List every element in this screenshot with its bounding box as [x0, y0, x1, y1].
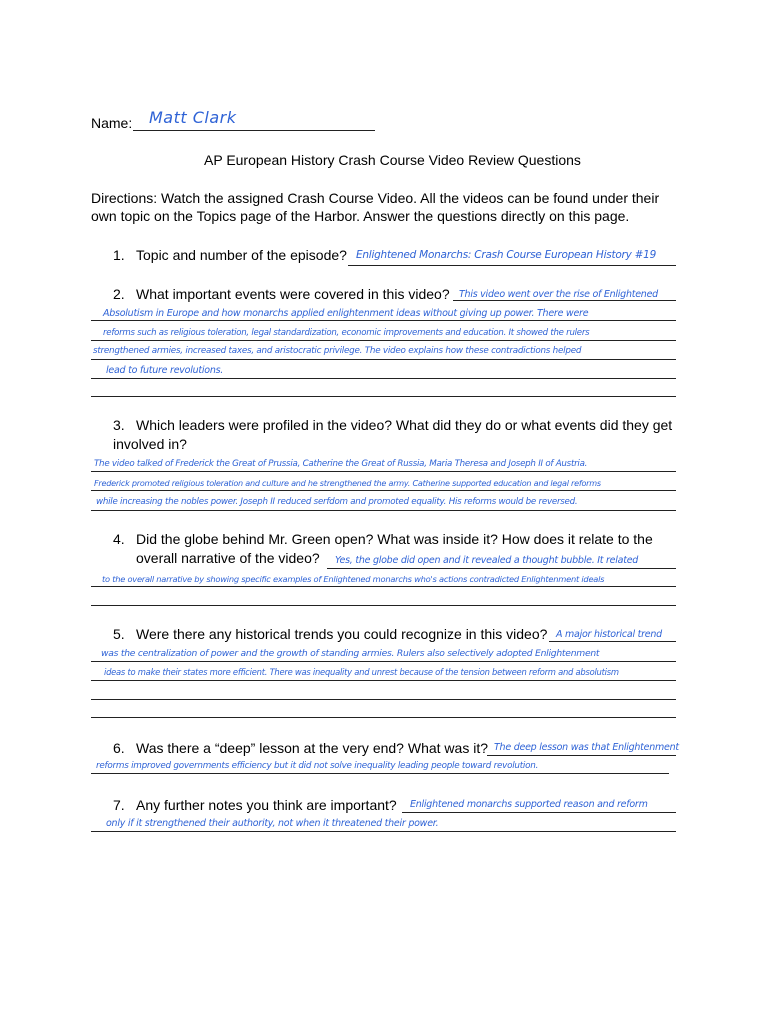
answer-line — [91, 490, 676, 491]
answer-line — [91, 359, 676, 360]
answer-line — [91, 717, 676, 718]
question-5-number: 5. — [113, 626, 125, 642]
question-4-text-line-2: overall narrative of the video? — [136, 550, 320, 566]
question-2-text: What important events were covered in this video? — [136, 286, 450, 302]
page-title: AP European History Crash Course Video Review Questions — [204, 152, 581, 168]
question-2-answer-line-5: lead to future revolutions. — [106, 365, 224, 376]
directions-line-1: Directions: Watch the assigned Crash Course Video. All the videos can be found under their — [91, 190, 660, 206]
answer-line — [91, 510, 676, 511]
question-5-answer-line-2: was the centralization of power and the growth of standing armies. Rulers also selectively adopted Enlightenment — [101, 648, 600, 659]
answer-line — [91, 471, 676, 472]
answer-line — [487, 755, 676, 756]
question-3-text: Which leaders were profiled in the video? What did they do or what events did they get — [136, 417, 673, 433]
answer-line — [91, 831, 676, 832]
question-3-text-line-2: involved in? — [113, 436, 187, 452]
question-4-answer-line-1: Yes, the globe did open and it revealed a thought bubble. It related — [335, 555, 639, 566]
question-2-answer-line-2: Absolutism in Europe and how monarchs applied enlightenment ideas without giving up power. There were — [103, 308, 589, 319]
question-7-number: 7. — [113, 797, 125, 813]
question-6-text: Was there a “deep” lesson at the very end? What was it? — [136, 740, 488, 756]
question-1-number: 1. — [113, 247, 125, 263]
answer-line — [453, 300, 676, 301]
question-7-answer-line-2: only if it strengthened their authority, not when it threatened their power. — [106, 818, 439, 829]
question-2-answer-line-1: This video went over the rise of Enlightened — [459, 289, 658, 300]
answer-line — [91, 586, 676, 587]
question-1-text: Topic and number of the episode? — [136, 247, 347, 263]
answer-line — [91, 680, 676, 681]
question-1-answer-line-1: Enlightened Monarchs: Crash Course European History #19 — [356, 249, 657, 261]
name-label: Name: — [91, 115, 133, 131]
question-3-number: 3. — [113, 417, 125, 433]
question-3-answer-line-3: while increasing the nobles power. Joseph II reduced serfdom and promoted equality. His reforms would be reversed. — [96, 497, 578, 507]
answer-line — [91, 396, 676, 397]
question-2-number: 2. — [113, 286, 125, 302]
question-5-text: Were there any historical trends you could recognize in this video? — [136, 626, 548, 642]
question-3-answer-line-2: Frederick promoted religious toleration and culture and he strengthened the army. Catherine supported education and legal reforms — [94, 478, 601, 488]
answer-line — [91, 773, 669, 774]
name-value: Matt Clark — [149, 108, 237, 127]
answer-line — [91, 340, 676, 341]
answer-line — [327, 568, 676, 569]
answer-line — [402, 812, 676, 813]
question-2-answer-line-3: reforms such as religious toleration, legal standardization, economic improvements and education. It showed the rulers — [103, 328, 590, 338]
answer-line — [91, 320, 676, 321]
name-underline — [133, 130, 375, 131]
answer-line — [348, 265, 676, 266]
question-7-answer-line-1: Enlightened monarchs supported reason and reform — [410, 799, 648, 810]
answer-line — [91, 699, 676, 700]
question-2-answer-line-4: strengthened armies, increased taxes, and aristocratic privilege. The video explains how these contradictions helped — [93, 346, 582, 356]
answer-line — [91, 378, 676, 379]
directions-line-2: own topic on the Topics page of the Harbor. Answer the questions directly on this page. — [91, 208, 630, 224]
answer-line — [549, 641, 676, 642]
answer-line — [91, 605, 676, 606]
question-7-text: Any further notes you think are important? — [136, 797, 397, 813]
question-4-text: Did the globe behind Mr. Green open? What was inside it? How does it relate to the — [136, 531, 653, 547]
question-3-answer-line-1: The video talked of Frederick the Great of Prussia, Catherine the Great of Russia, Maria Theresa and Joseph II of Austria. — [94, 459, 588, 469]
question-5-answer-line-3: ideas to make their states more efficient. There was inequality and unrest because of the tension between reform and absolutism — [104, 667, 619, 677]
question-4-answer-line-2: to the overall narrative by showing specific examples of Enlightened monarchs who's actions contradicted Enlightenment ideals — [102, 574, 605, 584]
question-6-answer-line-2: reforms improved governments efficiency but it did not solve inequality leading people toward revolution. — [96, 761, 539, 771]
question-4-number: 4. — [113, 531, 125, 547]
question-6-number: 6. — [113, 740, 125, 756]
question-6-answer-line-1: The deep lesson was that Enlightenment — [494, 742, 679, 753]
answer-line — [91, 661, 676, 662]
question-5-answer-line-1: A major historical trend — [556, 629, 662, 640]
